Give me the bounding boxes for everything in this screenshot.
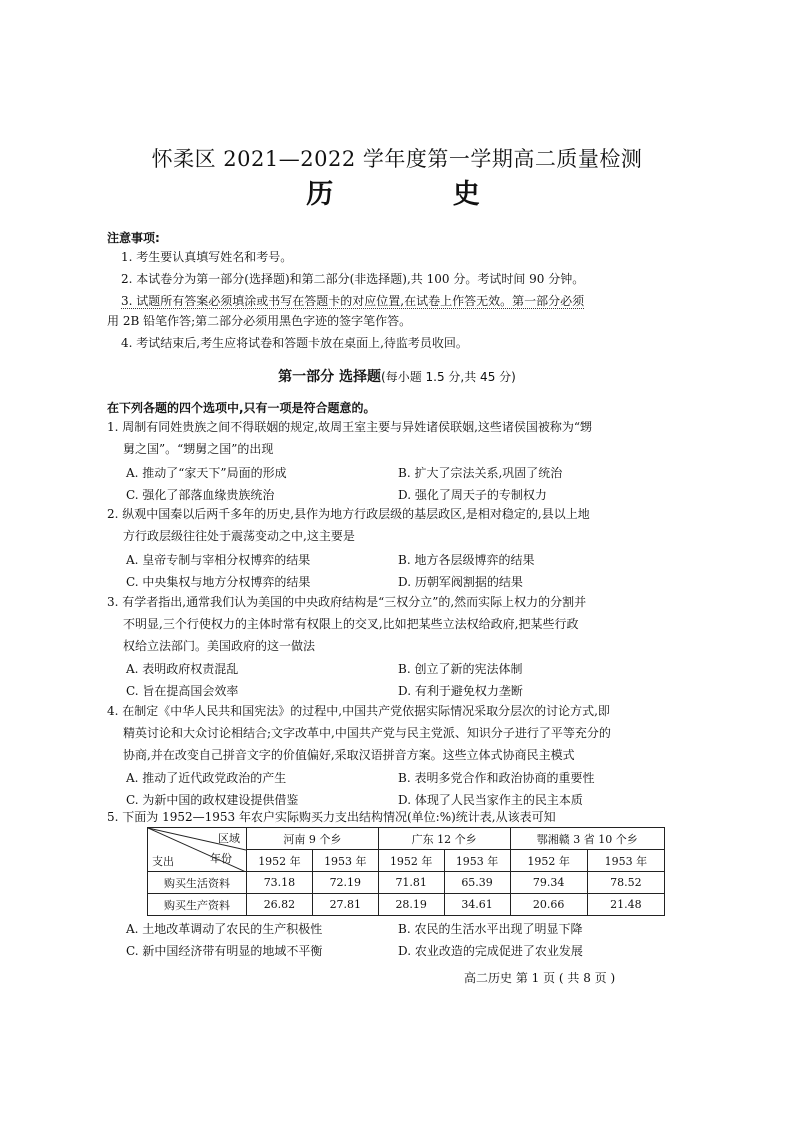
exam-title: 怀柔区 2021—2022 学年度第一学期高二质量检测: [151, 147, 643, 171]
year-header: 1952 年: [510, 850, 587, 872]
purchasing-power-table: [147, 827, 665, 916]
region-header: 河南 9 个乡: [247, 828, 379, 850]
question-1-option-a[interactable]: A. 推动了“家天下”局面的形成: [126, 466, 287, 480]
notice-item: 1. 考生要认真填写姓名和考号。: [121, 250, 293, 264]
part-one-scoring: (每小题 1.5 分,共 45 分): [381, 370, 516, 384]
notice-item: 用 2B 铅笔作答;第二部分必须用黑色字迹的签字笔作答。: [107, 314, 412, 328]
table-row: [148, 872, 665, 894]
year-header: 1953 年: [312, 850, 378, 872]
question-5-option-c[interactable]: C. 新中国经济带有明显的地域不平衡: [126, 944, 323, 958]
question-1-option-d[interactable]: D. 强化了周天子的专制权力: [398, 488, 547, 502]
table-cell: 27.81: [312, 894, 378, 916]
question-5-option-d[interactable]: D. 农业改造的完成促进了农业发展: [398, 944, 583, 958]
table-cell: 79.34: [510, 872, 587, 894]
question-3-option-d[interactable]: D. 有利于避免权力垄断: [398, 684, 523, 698]
question-4-option-d[interactable]: D. 体现了人民当家作主的民主本质: [398, 793, 583, 807]
part-one-instruction: 在下列各题的四个选项中,只有一项是符合题意的。: [107, 401, 376, 415]
question-4-option-b[interactable]: B. 表明多党合作和政治协商的重要性: [398, 771, 595, 785]
table-cell: 65.39: [444, 872, 510, 894]
question-2-stem: 方行政层级往往处于震荡变动之中,这主要是: [123, 529, 355, 543]
table-cell: 71.81: [378, 872, 444, 894]
question-4-stem: 协商,并在改变自己拼音文字的价值偏好,采取汉语拼音方案。这些立体式协商民主模式: [123, 748, 575, 762]
question-4-option-a[interactable]: A. 推动了近代政党政治的产生: [126, 771, 287, 785]
question-3-stem: 不明显,三个行使权力的主体时常有权限上的交叉,比如把某些立法权给政府,把某些行政: [123, 617, 579, 631]
page-footer: 高二历史 第 1 页 ( 共 8 页 ): [464, 971, 616, 985]
corner-label-expense: 支出: [152, 855, 174, 868]
part-one-heading: [0, 366, 794, 386]
question-5-option-a[interactable]: A. 土地改革调动了农民的生产积极性: [126, 922, 323, 936]
notice-item: 3. 试题所有答案必须填涂或书写在答题卡的对应位置,在试卷上作答无效。第一部分必须: [121, 294, 585, 308]
question-3-stem: 3. 有学者指出,通常我们认为美国的中央政府结构是“三权分立”的,然而实际上权力的分割并: [107, 595, 587, 609]
question-5-stem: 5. 下面为 1952—1953 年农户实际购买力支出结构情况(单位:%)统计表,从该表可知: [107, 810, 556, 824]
question-1-option-c[interactable]: C. 强化了部落血缘贵族统治: [126, 488, 275, 502]
corner-label-region: 区域: [218, 832, 240, 845]
corner-label-year: 年份: [210, 852, 232, 865]
table-cell: 78.52: [587, 872, 664, 894]
question-2-option-a[interactable]: A. 皇帝专制与宰相分权博弈的结果: [126, 553, 311, 567]
notice-item: 4. 考试结束后,考生应将试卷和答题卡放在桌面上,待监考员收回。: [121, 336, 468, 350]
year-header: 1952 年: [247, 850, 313, 872]
question-5-option-b[interactable]: B. 农民的生活水平出现了明显下降: [398, 922, 583, 936]
notice-item: 2. 本试卷分为第一部分(选择题)和第二部分(非选择题),共 100 分。考试时间 90 分钟。: [121, 272, 585, 286]
table-cell: 20.66: [510, 894, 587, 916]
region-header: 鄂湘赣 3 省 10 个乡: [510, 828, 665, 850]
table-cell: 34.61: [444, 894, 510, 916]
question-4-stem: 4. 在制定《中华人民共和国宪法》的过程中,中国共产党依据实际情况采取分层次的讨论方式,即: [107, 704, 610, 718]
year-header: 1953 年: [587, 850, 664, 872]
table-cell: 21.48: [587, 894, 664, 916]
part-one-title: 第一部分 选择题: [278, 369, 382, 385]
question-2-option-b[interactable]: B. 地方各层级博弈的结果: [398, 553, 535, 567]
table-corner-cell: [148, 828, 247, 872]
question-4-option-c[interactable]: C. 为新中国的政权建设提供借鉴: [126, 793, 299, 807]
question-2-stem: 2. 纵观中国秦以后两千多年的历史,县作为地方行政层级的基层政区,是相对稳定的,县以上地: [107, 507, 590, 521]
question-1-option-b[interactable]: B. 扩大了宗法关系,巩固了统治: [398, 466, 563, 480]
row-label: 购买生产资料: [148, 894, 247, 916]
subject-title: 历 史: [306, 179, 518, 210]
year-header: 1953 年: [444, 850, 510, 872]
notice-heading: 注意事项:: [107, 231, 160, 245]
region-header: 广东 12 个乡: [378, 828, 510, 850]
year-header: 1952 年: [378, 850, 444, 872]
question-1-stem: 舅之国”。“甥舅之国”的出现: [123, 442, 274, 456]
table-cell: 73.18: [247, 872, 313, 894]
table-cell: 72.19: [312, 872, 378, 894]
question-2-option-d[interactable]: D. 历朝军阀割据的结果: [398, 575, 523, 589]
question-4-stem: 精英讨论和大众讨论相结合;文字改革中,中国共产党与民主党派、知识分子进行了平等充分的: [123, 726, 611, 740]
question-2-option-c[interactable]: C. 中央集权与地方分权博弈的结果: [126, 575, 311, 589]
table-row: [148, 894, 665, 916]
question-3-option-a[interactable]: A. 表明政府权责混乱: [126, 662, 239, 676]
table-cell: 26.82: [247, 894, 313, 916]
row-label: 购买生活资料: [148, 872, 247, 894]
question-3-option-b[interactable]: B. 创立了新的宪法体制: [398, 662, 523, 676]
question-3-option-c[interactable]: C. 旨在提高国会效率: [126, 684, 239, 698]
question-1-stem: 1. 周制有同姓贵族之间不得联姻的规定,故周王室主要与异姓诸侯联姻,这些诸侯国被称为“甥: [107, 420, 593, 434]
question-3-stem: 权给立法部门。美国政府的这一做法: [123, 639, 316, 653]
table-cell: 28.19: [378, 894, 444, 916]
